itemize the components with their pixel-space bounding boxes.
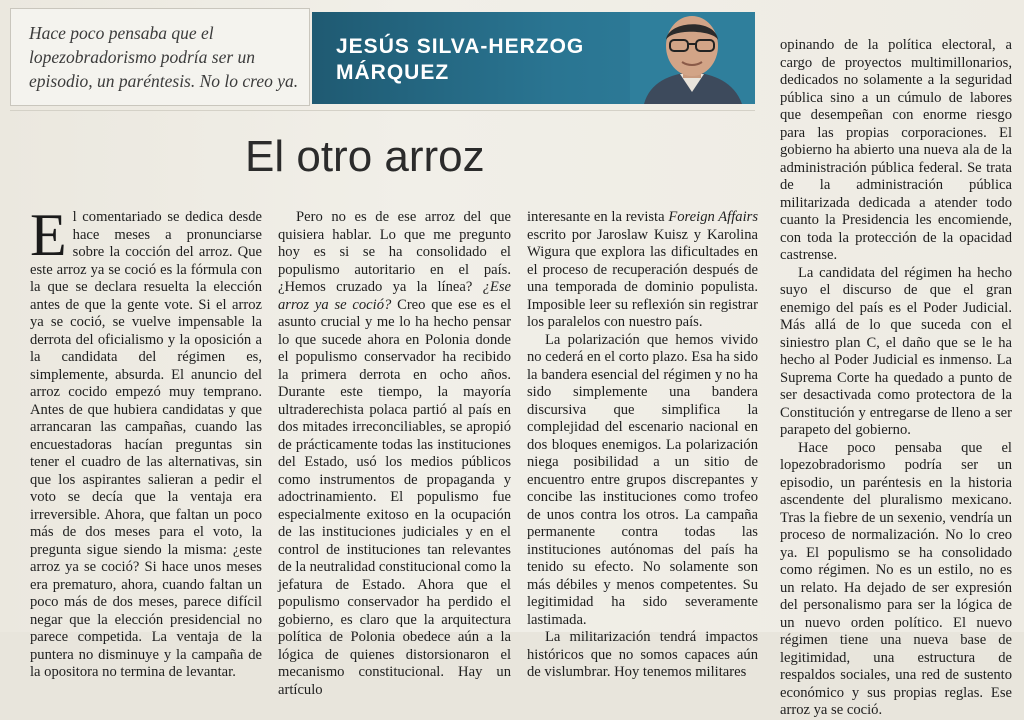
author-name: [336, 34, 636, 86]
author-name-line2: MÁRQUEZ: [336, 61, 450, 84]
paragraph: La candidata del régimen ha hecho suyo el discurso de que el gran enemigo del país es el Poder Judicial. Más allá de lo que suceda con el siniestro plan C, el daño que se le ha hecho al Poder Judicial es inmenso. La Suprema Corte ha quedado a punto de ser desactivada como protectora de la Constitución y entregarse de lleno a ser parapeto del gobierno.: [780, 264, 1012, 438]
paragraph: [278, 209, 511, 699]
pull-quote: Hace poco pensaba que el lopezobradorismo podría ser un episodio, un paréntesis. No lo creo ya.: [29, 23, 299, 91]
paragraph: [527, 209, 758, 332]
pull-quote-box: [10, 8, 310, 106]
paragraph: La militarización tendrá impactos históricos que no somos capaces aún de vislumbrar. Hoy tenemos militares: [527, 629, 758, 680]
author-name-line1: JESÚS SILVA-HERZOG: [336, 35, 585, 58]
paragraph-text: interesante en la revista: [527, 209, 669, 225]
article-column-4: [780, 37, 1012, 720]
article-title: El otro arroz: [245, 132, 485, 181]
author-banner: [312, 12, 755, 104]
author-photo: [630, 12, 755, 104]
paragraph: opinando de la política electoral, a cargo de proyectos multimillonarios, dedicados no solamente a la seguridad pública sino a un cúmulo de labores que desempeñan con enorme riesgo para las propias corporaciones. El gobierno ha abierto una nueva ala de la administración pública federal. Se trata de la administración pública militarizada dedicada a atender todo cuanto la Presidencia les encomiende, con toda la protección de la opacidad castrense.: [780, 37, 1012, 263]
header-divider: [10, 110, 755, 111]
paragraph: [30, 202, 262, 682]
article-column-3: [527, 209, 758, 682]
paragraph: Hace poco pensaba que el lopezobradorismo podría ser un episodio, un paréntesis en la historia ascendente del pluralismo mexicano. Tras la fiebre de un sexenio, vendría un proceso de normalización. No lo creo ya. El populismo se ha consolidado como régimen. No es un estilo, no es un relato. Ha dejado de ser expresión del personalismo para ser la lógica de un nuevo orden político. El nuevo régimen tiene una nueva base de legitimidad, una estructura de respaldos sociales, una red de sustento económico y sus propias reglas. Ese arroz ya se coció.: [780, 439, 1012, 718]
paragraph-text: escrito por Jaroslaw Kuisz y Karolina Wigura que explora las dificultades en el proceso de recuperación después de una temporada de dominio populista. Imposible leer su reflexión sin registrar los paralelos con nuestro país.: [527, 226, 758, 330]
drop-cap: E: [30, 202, 67, 268]
article-column-1: [30, 202, 262, 682]
article-column-2: [278, 209, 511, 699]
paragraph-text: Creo que ese es el asunto crucial y me lo ha hecho pensar lo que sucede ahora en Polonia donde el populismo conservador ha recibido la primera derrota en ocho años. Durante este tiempo, la mayoría ultraderechista polaca partió al país en dos mitades irreconciliables, se apropió de prácticamente todas las instituciones del Estado, usó los medios públicos como instrumentos de propaganda y adoctrinamiento. El populismo fue especialmente exitoso en la ocupación de las instituciones judiciales y en el control de instituciones tan relevantes de la neutralidad constitucional como la jefatura de Estado. Ahora que el populismo conservador ha perdido el gobierno, es claro que la arquitectura política de Polonia obedece aún a la lógica de quienes distorsionaron el mecanismo constitucional. Hay un artículo: [278, 296, 512, 698]
paragraph-text: l comentariado se dedica desde hace meses a pronunciarse sobre la cocción del arroz. Que este arroz ya se coció es la fórmula con la que se declara resuelta la elección antes de que la gente vote. Si el arroz ya se coció, se vuelve impensable la derrota del oficialismo y la oposición a la candidata del régimen es, simplemente, absurda. El anuncio del arroz cocido empezó muy temprano. Antes de que hubiera candidatas y que arrancaran las campañas, cuando las encuestadoras hacían preguntas sin tener el cuadro de las alternativas, sin que los aspirantes salieran a pedir el voto se decía que la ventaja era irreversible. Ahora, que faltan un poco más de dos meses para el voto, la pregunta sigue siendo la misma: ¿este arroz ya se coció? Si hace unos meses era prematuro, ahora, cuando faltan un poco más de dos meses, parece difícil negar que la elección presidencial no parece competida. La ventaja de la puntera no disminuye y la campaña de la opositora no termina de levantar.: [30, 209, 262, 680]
italic-question: ¿Ese arroz ya se coció?: [278, 279, 511, 313]
magazine-name: Foreign Affairs: [668, 209, 758, 225]
paragraph: La polarización que hemos vivido no cederá en el corto plazo. Esa ha sido la bandera esencial del régimen y no ha sido simplemente una bandera discursiva que simplifica la complejidad del escenario nacional en dos bloques enemigos. La polarización niega posibilidad a un sitio de encuentro entre grupos discrepantes y concibe las instituciones como trofeo de unos contra los otros. La campaña permanente contra todas las instituciones autónomas del país ha tenido su efecto. No solamente son más débiles y menos competentes. Su legitimidad ha sido severamente lastimada.: [527, 331, 758, 628]
paragraph-text: Pero no es de ese arroz del que quisiera hablar. Lo que me pregunto hoy es si se ha consolidado el populismo autoritario en el país. ¿Hemos cruzado ya la línea?: [278, 209, 511, 295]
